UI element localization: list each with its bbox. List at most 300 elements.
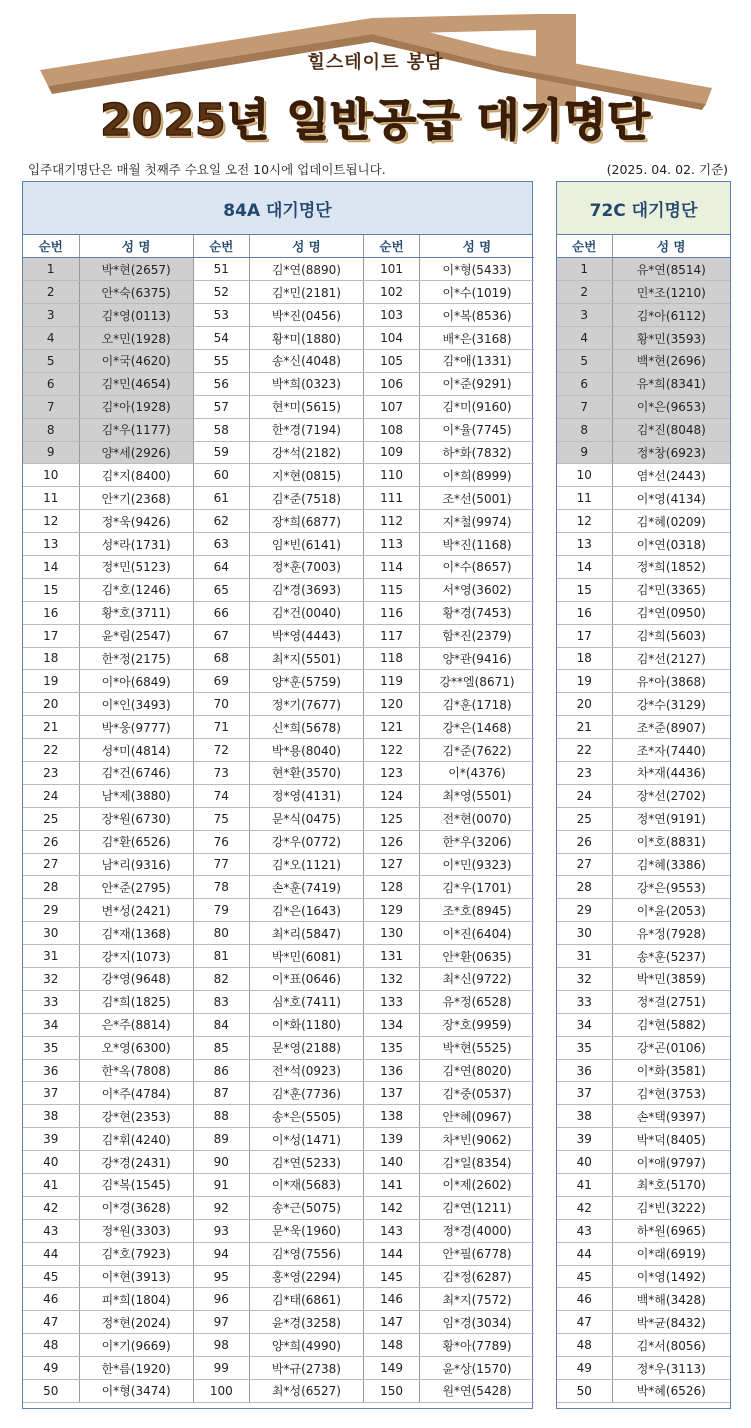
applicant-name-cell: 박*영(4443): [249, 624, 363, 647]
applicant-name-cell: 문*영(2188): [249, 1036, 363, 1059]
column-header-name: 성 명: [612, 235, 730, 258]
applicant-name-cell: 김*연(5233): [249, 1151, 363, 1174]
applicant-name-cell: 박*웅(9777): [79, 716, 193, 739]
applicant-name-cell: 김*연(8890): [249, 258, 363, 281]
rank-cell: 31: [557, 945, 612, 968]
applicant-name-cell: 신*희(5678): [249, 716, 363, 739]
applicant-name-cell: 현*환(3570): [249, 761, 363, 784]
applicant-name-cell: 이*아(6849): [79, 670, 193, 693]
applicant-name-cell: 김*태(6861): [249, 1288, 363, 1311]
applicant-name-cell: 안*숙(6375): [79, 281, 193, 304]
table-row: [23, 1311, 534, 1334]
applicant-name-cell: 강*은(9553): [612, 876, 730, 899]
applicant-name-cell: 김*영(0113): [79, 304, 193, 327]
rank-cell: 136: [364, 1059, 420, 1082]
applicant-name-cell: 김*희(5603): [612, 624, 730, 647]
rank-cell: 61: [193, 487, 249, 510]
table-row: [557, 716, 730, 739]
applicant-name-cell: 정*걸(2751): [612, 990, 730, 1013]
table-row: [23, 510, 534, 533]
applicant-name-cell: 문*식(0475): [249, 807, 363, 830]
rank-cell: 12: [557, 510, 612, 533]
table-row: [23, 1036, 534, 1059]
rank-cell: 9: [557, 441, 612, 464]
applicant-name-cell: 이*윤(2053): [612, 899, 730, 922]
table-row: [23, 1082, 534, 1105]
applicant-name-cell: 이*형(5433): [420, 258, 534, 281]
table-header-row: [23, 235, 534, 258]
table-row: [557, 395, 730, 418]
rank-cell: 4: [23, 327, 79, 350]
rank-cell: 13: [23, 533, 79, 556]
rank-cell: 15: [557, 578, 612, 601]
table-row: [557, 830, 730, 853]
rank-cell: 1: [557, 258, 612, 281]
applicant-name-cell: 강*우(0772): [249, 830, 363, 853]
rank-cell: 120: [364, 693, 420, 716]
rank-cell: 56: [193, 372, 249, 395]
applicant-name-cell: 김*훈(7736): [249, 1082, 363, 1105]
applicant-name-cell: 피*희(1804): [79, 1288, 193, 1311]
applicant-name-cell: 김*빈(3222): [612, 1196, 730, 1219]
applicant-name-cell: 이*현(3913): [79, 1265, 193, 1288]
rank-cell: 94: [193, 1242, 249, 1265]
rank-cell: 2: [557, 281, 612, 304]
rank-cell: 43: [557, 1219, 612, 1242]
table-row: [557, 555, 730, 578]
table-row: [23, 945, 534, 968]
rank-cell: 26: [557, 830, 612, 853]
applicant-name-cell: 이*(4376): [420, 761, 534, 784]
column-header-number: 순번: [23, 235, 79, 258]
rank-cell: 8: [557, 418, 612, 441]
applicant-name-cell: 김*오(1121): [249, 853, 363, 876]
rank-cell: 8: [23, 418, 79, 441]
applicant-name-cell: 박*현(2657): [79, 258, 193, 281]
rank-cell: 22: [557, 739, 612, 762]
table-row: [557, 372, 730, 395]
table-row: [557, 464, 730, 487]
applicant-name-cell: 김*훈(1718): [420, 693, 534, 716]
rank-cell: 70: [193, 693, 249, 716]
table-row: [23, 1265, 534, 1288]
applicant-name-cell: 현*미(5615): [249, 395, 363, 418]
table-row: [23, 349, 534, 372]
applicant-name-cell: 김*정(6287): [420, 1265, 534, 1288]
applicant-name-cell: 이*화(1180): [249, 1013, 363, 1036]
rank-cell: 48: [23, 1334, 79, 1357]
rank-cell: 110: [364, 464, 420, 487]
applicant-name-cell: 서*영(3602): [420, 578, 534, 601]
rank-cell: 91: [193, 1174, 249, 1197]
applicant-name-cell: 장*원(6730): [79, 807, 193, 830]
rank-cell: 13: [557, 533, 612, 556]
rank-cell: 19: [557, 670, 612, 693]
rank-cell: 79: [193, 899, 249, 922]
rank-cell: 107: [364, 395, 420, 418]
applicant-name-cell: 정*희(1852): [612, 555, 730, 578]
applicant-name-cell: 이*수(8657): [420, 555, 534, 578]
applicant-name-cell: 양*희(4990): [249, 1334, 363, 1357]
column-header-name: 성 명: [79, 235, 193, 258]
applicant-name-cell: 배*은(3168): [420, 327, 534, 350]
rank-cell: 46: [557, 1288, 612, 1311]
rank-cell: 14: [23, 555, 79, 578]
rank-cell: 17: [23, 624, 79, 647]
rank-cell: 21: [23, 716, 79, 739]
rank-cell: 43: [23, 1219, 79, 1242]
applicant-name-cell: 이*애(9797): [612, 1151, 730, 1174]
rank-cell: 134: [364, 1013, 420, 1036]
applicant-name-cell: 전*석(0923): [249, 1059, 363, 1082]
applicant-name-cell: 한*경(7194): [249, 418, 363, 441]
rank-cell: 25: [23, 807, 79, 830]
rank-cell: 127: [364, 853, 420, 876]
rank-cell: 112: [364, 510, 420, 533]
applicant-name-cell: 임*경(3034): [420, 1311, 534, 1334]
table-row: [557, 1380, 730, 1403]
rank-cell: 16: [557, 601, 612, 624]
table-row: [23, 1357, 534, 1380]
table-row: [23, 1151, 534, 1174]
rank-cell: 148: [364, 1334, 420, 1357]
rank-cell: 144: [364, 1242, 420, 1265]
table-row: [557, 327, 730, 350]
applicant-name-cell: 송*훈(5237): [612, 945, 730, 968]
rank-cell: 58: [193, 418, 249, 441]
applicant-name-cell: 강*석(2182): [249, 441, 363, 464]
rank-cell: 126: [364, 830, 420, 853]
applicant-name-cell: 최*지(7572): [420, 1288, 534, 1311]
applicant-name-cell: 황*아(7789): [420, 1334, 534, 1357]
applicant-name-cell: 송*근(5075): [249, 1196, 363, 1219]
rank-cell: 28: [23, 876, 79, 899]
rank-cell: 7: [557, 395, 612, 418]
rank-cell: 47: [23, 1311, 79, 1334]
applicant-name-cell: 정*현(2024): [79, 1311, 193, 1334]
applicant-name-cell: 이*제(2602): [420, 1174, 534, 1197]
rank-cell: 96: [193, 1288, 249, 1311]
rank-cell: 30: [23, 922, 79, 945]
applicant-name-cell: 염*선(2443): [612, 464, 730, 487]
applicant-name-cell: 김*은(1643): [249, 899, 363, 922]
rank-cell: 28: [557, 876, 612, 899]
applicant-name-cell: 윤*경(3258): [249, 1311, 363, 1334]
rank-cell: 69: [193, 670, 249, 693]
applicant-name-cell: 이*표(0646): [249, 968, 363, 991]
table-row: [557, 853, 730, 876]
rank-cell: 11: [557, 487, 612, 510]
applicant-name-cell: 김*휘(4240): [79, 1128, 193, 1151]
rank-cell: 4: [557, 327, 612, 350]
applicant-name-cell: 강*현(2353): [79, 1105, 193, 1128]
applicant-name-cell: 이*은(9653): [612, 395, 730, 418]
applicant-name-cell: 김*선(2127): [612, 647, 730, 670]
applicant-name-cell: 정*욱(9426): [79, 510, 193, 533]
rank-cell: 73: [193, 761, 249, 784]
table-row: [557, 533, 730, 556]
table-row: [557, 968, 730, 991]
applicant-name-cell: 김*경(3693): [249, 578, 363, 601]
rank-cell: 74: [193, 784, 249, 807]
rank-cell: 23: [23, 761, 79, 784]
applicant-name-cell: 오*민(1928): [79, 327, 193, 350]
rank-cell: 50: [557, 1380, 612, 1403]
rank-cell: 117: [364, 624, 420, 647]
waitlist-72c-table: [557, 235, 730, 1403]
applicant-name-cell: 이*재(5683): [249, 1174, 363, 1197]
table-row: [557, 1288, 730, 1311]
table-row: [23, 1196, 534, 1219]
applicant-name-cell: 한*정(2175): [79, 647, 193, 670]
applicant-name-cell: 이*준(9291): [420, 372, 534, 395]
rank-cell: 36: [557, 1059, 612, 1082]
applicant-name-cell: 손*택(9397): [612, 1105, 730, 1128]
rank-cell: 18: [557, 647, 612, 670]
rank-cell: 36: [23, 1059, 79, 1082]
table-row: [23, 968, 534, 991]
column-header-number: 순번: [557, 235, 612, 258]
rank-cell: 86: [193, 1059, 249, 1082]
applicant-name-cell: 박*진(1168): [420, 533, 534, 556]
rank-cell: 38: [557, 1105, 612, 1128]
rank-cell: 135: [364, 1036, 420, 1059]
applicant-name-cell: 이*주(4784): [79, 1082, 193, 1105]
rank-cell: 137: [364, 1082, 420, 1105]
table-row: [23, 395, 534, 418]
rank-cell: 42: [23, 1196, 79, 1219]
table-row: [23, 441, 534, 464]
rank-cell: 87: [193, 1082, 249, 1105]
rank-cell: 19: [23, 670, 79, 693]
column-header-number: 순번: [364, 235, 420, 258]
rank-cell: 32: [557, 968, 612, 991]
rank-cell: 114: [364, 555, 420, 578]
applicant-name-cell: 김*아(1928): [79, 395, 193, 418]
applicant-name-cell: 양*관(9416): [420, 647, 534, 670]
rank-cell: 104: [364, 327, 420, 350]
table-row: [557, 1128, 730, 1151]
rank-cell: 34: [23, 1013, 79, 1036]
applicant-name-cell: 강*수(3129): [612, 693, 730, 716]
table-row: [23, 418, 534, 441]
applicant-name-cell: 하*화(7832): [420, 441, 534, 464]
applicant-name-cell: 강*곤(0106): [612, 1036, 730, 1059]
table-row: [23, 1128, 534, 1151]
table-row: [23, 990, 534, 1013]
applicant-name-cell: 최*영(5501): [420, 784, 534, 807]
rank-cell: 26: [23, 830, 79, 853]
table-row: [557, 1082, 730, 1105]
rank-cell: 48: [557, 1334, 612, 1357]
applicant-name-cell: 김*재(1368): [79, 922, 193, 945]
notice-text: 입주대기명단은 매월 첫째주 수요일 오전 10시에 업데이트됩니다.: [28, 162, 386, 177]
applicant-name-cell: 박*희(0323): [249, 372, 363, 395]
applicant-name-cell: 유*연(8514): [612, 258, 730, 281]
applicant-name-cell: 황*경(7453): [420, 601, 534, 624]
applicant-name-cell: 박*혜(6526): [612, 1380, 730, 1403]
table-row: [23, 853, 534, 876]
rank-cell: 10: [557, 464, 612, 487]
applicant-name-cell: 최*신(9722): [420, 968, 534, 991]
rank-cell: 66: [193, 601, 249, 624]
rank-cell: 124: [364, 784, 420, 807]
applicant-name-cell: 유*희(8341): [612, 372, 730, 395]
table-row: [557, 1036, 730, 1059]
table-row: [557, 601, 730, 624]
table-row: [557, 1151, 730, 1174]
table-row: [557, 670, 730, 693]
rank-cell: 51: [193, 258, 249, 281]
applicant-name-cell: 성*미(4814): [79, 739, 193, 762]
table-row: [557, 1219, 730, 1242]
applicant-name-cell: 한*름(1920): [79, 1357, 193, 1380]
rank-cell: 1: [23, 258, 79, 281]
table-row: [23, 1059, 534, 1082]
applicant-name-cell: 이*수(1019): [420, 281, 534, 304]
applicant-name-cell: 강*경(2431): [79, 1151, 193, 1174]
rank-cell: 25: [557, 807, 612, 830]
table-row: [23, 899, 534, 922]
rank-cell: 140: [364, 1151, 420, 1174]
applicant-name-cell: 강*지(1073): [79, 945, 193, 968]
rank-cell: 139: [364, 1128, 420, 1151]
rank-cell: 111: [364, 487, 420, 510]
applicant-name-cell: 장*호(9959): [420, 1013, 534, 1036]
applicant-name-cell: 장*희(6877): [249, 510, 363, 533]
applicant-name-cell: 김*진(8048): [612, 418, 730, 441]
rank-cell: 34: [557, 1013, 612, 1036]
rank-cell: 27: [557, 853, 612, 876]
applicant-name-cell: 강*은(1468): [420, 716, 534, 739]
table-row: [557, 739, 730, 762]
applicant-name-cell: 전*현(0070): [420, 807, 534, 830]
rank-cell: 38: [23, 1105, 79, 1128]
rank-cell: 59: [193, 441, 249, 464]
rank-cell: 72: [193, 739, 249, 762]
applicant-name-cell: 김*건(0040): [249, 601, 363, 624]
applicant-name-cell: 유*정(6528): [420, 990, 534, 1013]
applicant-name-cell: 홍*영(2294): [249, 1265, 363, 1288]
table-row: [557, 487, 730, 510]
applicant-name-cell: 윤*상(1570): [420, 1357, 534, 1380]
rank-cell: 37: [557, 1082, 612, 1105]
rank-cell: 60: [193, 464, 249, 487]
rank-cell: 88: [193, 1105, 249, 1128]
applicant-name-cell: 함*진(2379): [420, 624, 534, 647]
applicant-name-cell: 윤*림(2547): [79, 624, 193, 647]
table-row: [23, 464, 534, 487]
rank-cell: 89: [193, 1128, 249, 1151]
applicant-name-cell: 원*연(5428): [420, 1380, 534, 1403]
applicant-name-cell: 박*규(2738): [249, 1357, 363, 1380]
rank-cell: 138: [364, 1105, 420, 1128]
applicant-name-cell: 차*재(4436): [612, 761, 730, 784]
rank-cell: 128: [364, 876, 420, 899]
applicant-name-cell: 박*덕(8405): [612, 1128, 730, 1151]
table-row: [557, 281, 730, 304]
applicant-name-cell: 조*선(5001): [420, 487, 534, 510]
rank-cell: 9: [23, 441, 79, 464]
applicant-name-cell: 김*중(0537): [420, 1082, 534, 1105]
rank-cell: 22: [23, 739, 79, 762]
rank-cell: 90: [193, 1151, 249, 1174]
page-title: 2025년 일반공급 대기명단: [100, 95, 651, 146]
table-row: [23, 578, 534, 601]
table-row: [557, 807, 730, 830]
rank-cell: 30: [557, 922, 612, 945]
rank-cell: 67: [193, 624, 249, 647]
rank-cell: 57: [193, 395, 249, 418]
rank-cell: 142: [364, 1196, 420, 1219]
table-row: [23, 1013, 534, 1036]
table-row: [23, 1174, 534, 1197]
applicant-name-cell: 이*영(4134): [612, 487, 730, 510]
applicant-name-cell: 김*연(1211): [420, 1196, 534, 1219]
applicant-name-cell: 김*미(9160): [420, 395, 534, 418]
applicant-name-cell: 이*연(0318): [612, 533, 730, 556]
applicant-name-cell: 한*옥(7808): [79, 1059, 193, 1082]
rank-cell: 146: [364, 1288, 420, 1311]
applicant-name-cell: 김*애(1331): [420, 349, 534, 372]
rank-cell: 118: [364, 647, 420, 670]
rank-cell: 42: [557, 1196, 612, 1219]
applicant-name-cell: 최*호(5170): [612, 1174, 730, 1197]
table-row: [557, 784, 730, 807]
table-row: [557, 1311, 730, 1334]
table-row: [557, 1357, 730, 1380]
applicant-name-cell: 손*훈(7419): [249, 876, 363, 899]
applicant-name-cell: 양*훈(5759): [249, 670, 363, 693]
rank-cell: 65: [193, 578, 249, 601]
rank-cell: 46: [23, 1288, 79, 1311]
table-row: [557, 304, 730, 327]
rank-cell: 141: [364, 1174, 420, 1197]
rank-cell: 100: [193, 1380, 249, 1403]
rank-cell: 23: [557, 761, 612, 784]
rank-cell: 99: [193, 1357, 249, 1380]
applicant-name-cell: 박*균(8432): [612, 1311, 730, 1334]
table-row: [23, 327, 534, 350]
applicant-name-cell: 김*준(7622): [420, 739, 534, 762]
rank-cell: 64: [193, 555, 249, 578]
rank-cell: 80: [193, 922, 249, 945]
rank-cell: 50: [23, 1380, 79, 1403]
applicant-name-cell: 안*필(6778): [420, 1242, 534, 1265]
rank-cell: 106: [364, 372, 420, 395]
table-row: [557, 761, 730, 784]
rank-cell: 29: [557, 899, 612, 922]
applicant-name-cell: 남*제(3880): [79, 784, 193, 807]
table-row: [23, 761, 534, 784]
applicant-name-cell: 이*인(3493): [79, 693, 193, 716]
table-row: [557, 945, 730, 968]
applicant-name-cell: 이*경(3628): [79, 1196, 193, 1219]
waitlist-84a-table: [23, 235, 534, 1403]
table-row: [557, 922, 730, 945]
applicant-name-cell: 조*준(8907): [612, 716, 730, 739]
rank-cell: 108: [364, 418, 420, 441]
complex-name: 힐스테이트 봉담: [307, 52, 444, 73]
table-row: [23, 1219, 534, 1242]
column-header-name: 성 명: [420, 235, 534, 258]
rank-cell: 81: [193, 945, 249, 968]
rank-cell: 77: [193, 853, 249, 876]
applicant-name-cell: 조*호(8945): [420, 899, 534, 922]
applicant-name-cell: 김*건(6746): [79, 761, 193, 784]
rank-cell: 35: [557, 1036, 612, 1059]
table-row: [23, 555, 534, 578]
